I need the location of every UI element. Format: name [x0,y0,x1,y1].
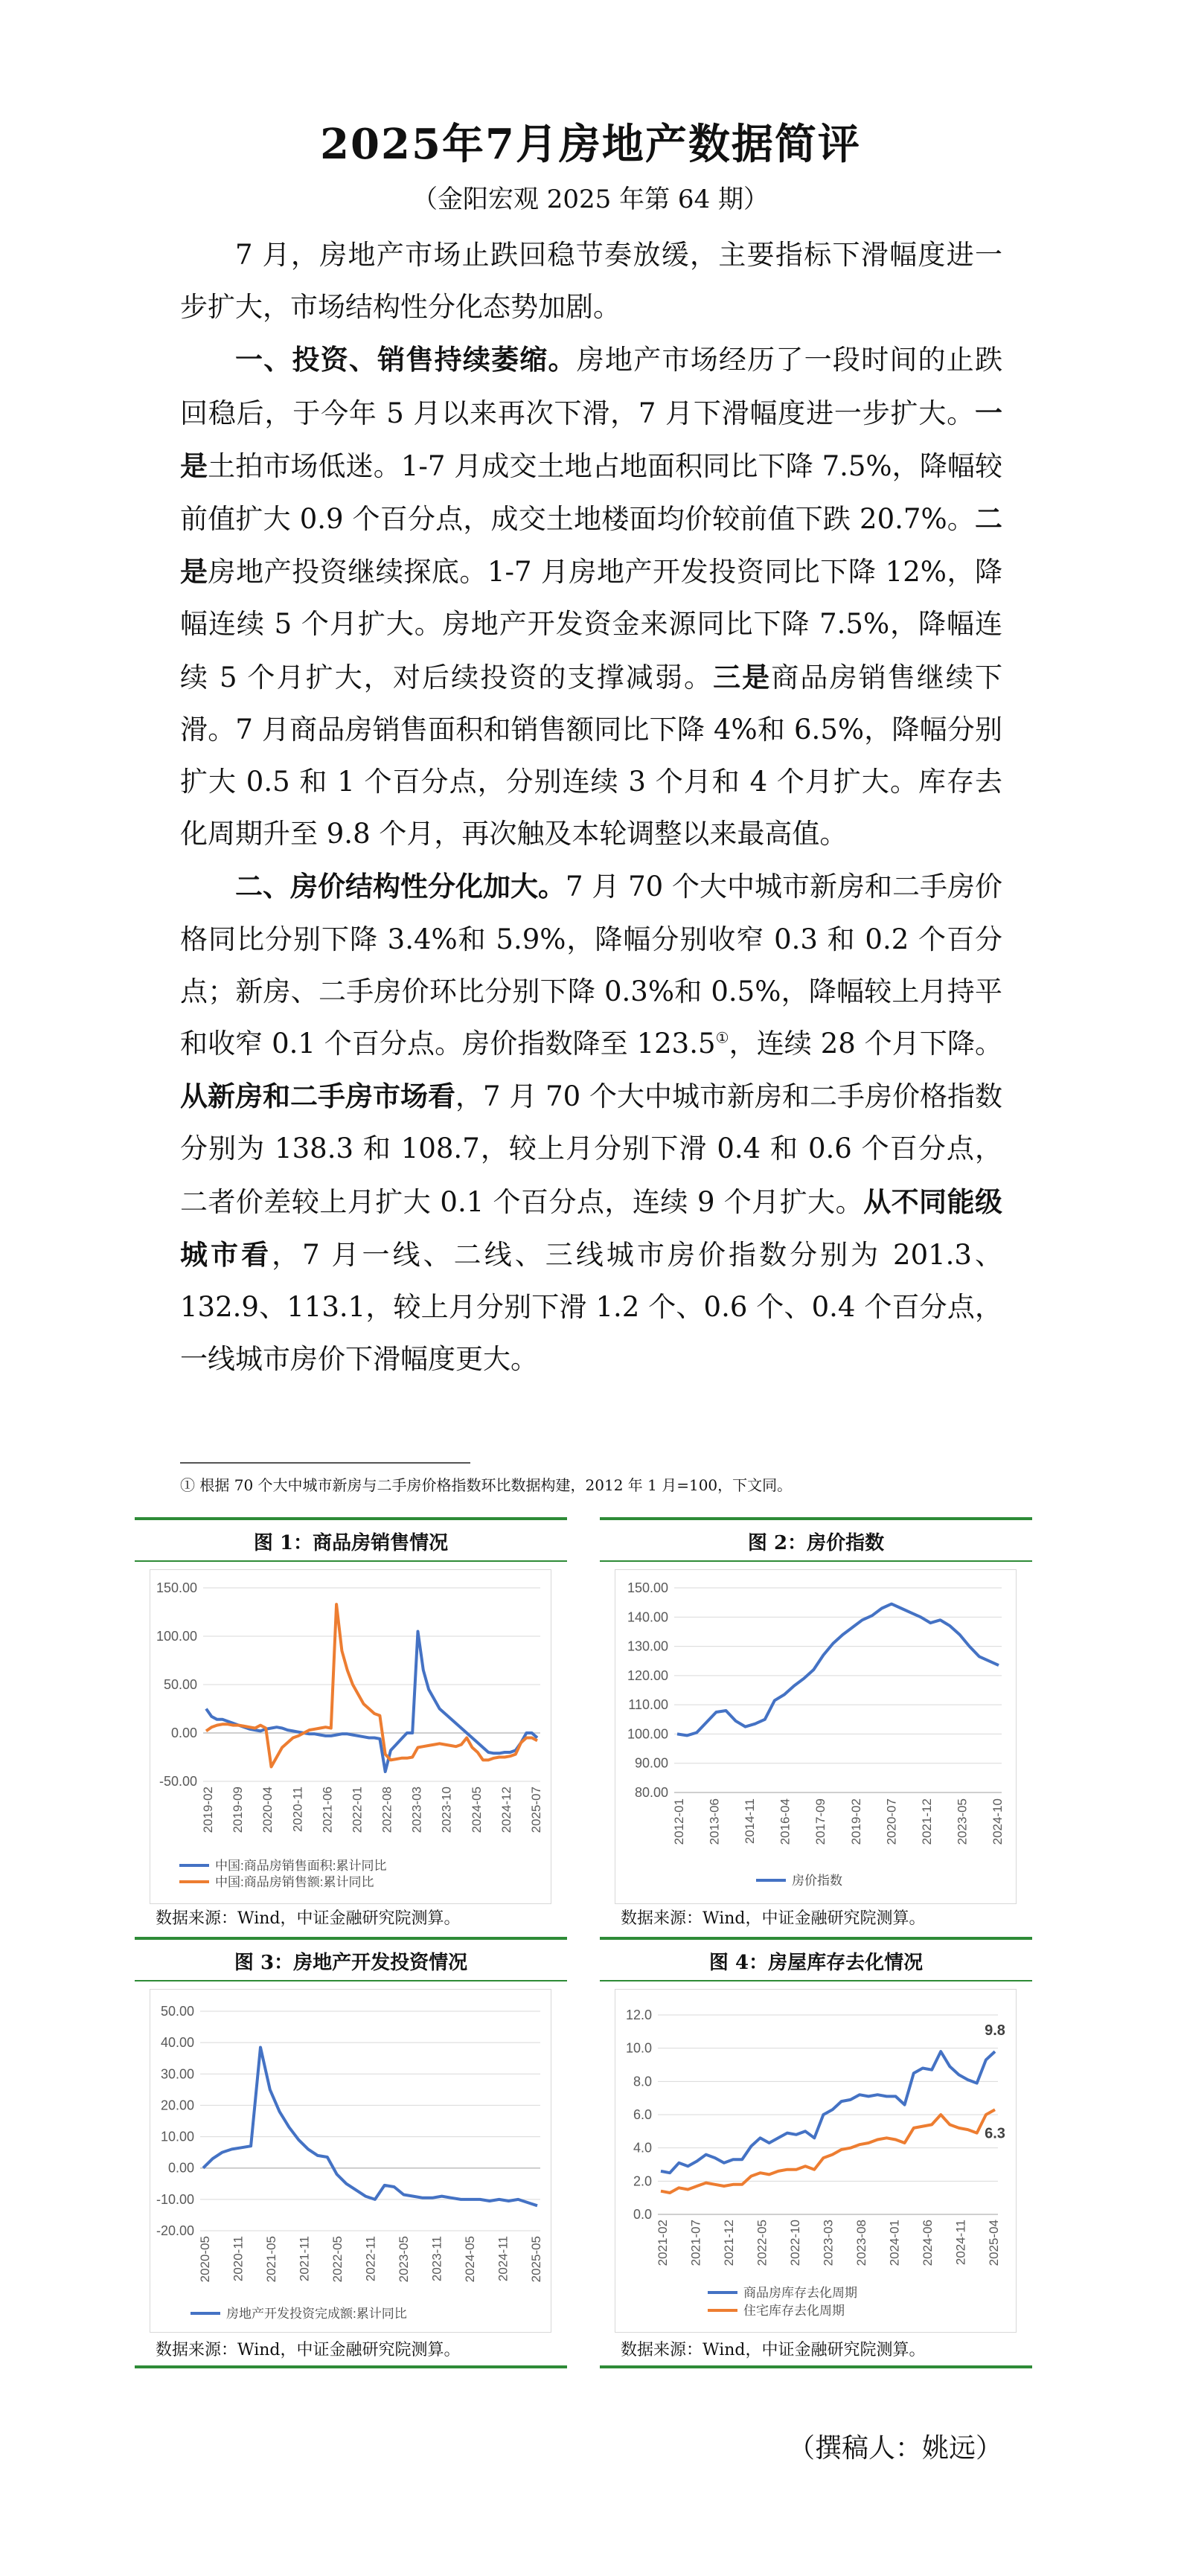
y-tick-label: 6.0 [633,2107,652,2122]
data-label-2: 6.3 [985,2125,1005,2142]
paragraph-2-run: 一是 [180,396,1002,482]
paragraph-1 [180,229,1002,333]
x-tick-label: 2021-11 [297,2236,312,2282]
report-subtitle: （金阳宏观 2025 年第 64 期） [412,185,769,214]
figure-2-chart [600,1517,1032,1904]
y-tick-label: 0.00 [170,1726,197,1740]
x-tick-label: 2021-12 [722,2220,736,2266]
legend-label-1: 商品房库存去化周期 [743,2286,857,2300]
x-tick-label: 2020-04 [260,1787,275,1833]
y-tick-label: 120.00 [627,1667,668,1683]
x-tick-label: 2013-06 [707,1798,722,1845]
x-tick-label: 2024-11 [496,2236,511,2282]
x-tick-label: 2019-02 [201,1787,215,1833]
x-tick-label: 2022-10 [788,2220,802,2266]
y-tick-label: 12.0 [625,2008,652,2022]
x-tick-label: 2025-07 [529,1787,543,1833]
paragraph-3 [180,860,1002,1385]
footnote: ① 根据 70 个大中城市新房与二手房价格指数环比数据构建，2012 年 1 月=100，下文同。 [180,1476,793,1494]
x-tick-label: 2024-01 [887,2220,902,2266]
x-tick-label: 2019-02 [848,1798,863,1845]
y-tick-label: 140.00 [627,1609,668,1625]
data-label-1: 9.8 [985,2022,1005,2040]
x-tick-label: 2024-05 [469,1787,484,1833]
x-tick-label: 2024-05 [463,2236,477,2283]
x-tick-label: 2024-12 [499,1787,513,1833]
y-tick-label: 110.00 [628,1697,668,1713]
figure-4-source: 数据来源：Wind，中证金融研究院测算。 [621,2341,926,2359]
figure-4-panel [600,1937,1032,2368]
figure-4-bottom-rule [600,2365,1032,2368]
paragraph-2-run: 一、投资、销售持续萎缩。 [235,343,577,377]
x-tick-label: 2023-11 [429,2236,444,2282]
figure-2-source: 数据来源：Wind，中证金融研究院测算。 [621,1909,926,1928]
x-tick-label: 2023-05 [397,2236,411,2283]
paragraph-3-run: ，7 月 70 个大中城市新房和二手房价格指数分别为 138.3 和 108.7，较上月分别下滑 0.4 和 0.6 个百分点，二者价差较上月扩大 0.1 个百分点，连续 9 个月扩大。 [180,1080,1003,1218]
figure-3-panel [135,1937,567,2368]
y-tick-label: 30.00 [160,2066,194,2082]
y-tick-label: -20.00 [156,2223,194,2238]
legend-label-2: 住宅库存去化周期 [743,2304,845,2318]
paragraph-3-run: ，连续 28 个月下降。 [729,1028,1002,1060]
y-tick-label: 8.0 [633,2074,652,2089]
x-tick-label: 2024-11 [953,2220,968,2266]
series-line-2 [661,2109,995,2193]
y-tick-label: 150.00 [627,1580,668,1595]
x-tick-label: 2025-04 [987,2220,1001,2266]
x-tick-label: 2022-05 [330,2236,345,2283]
y-tick-label: 10.00 [160,2129,194,2144]
y-tick-label: 50.00 [160,2004,194,2019]
y-tick-label: 80.00 [634,1785,668,1800]
paragraph-1-run: 7 月，房地产市场止跌回稳节奏放缓，主要指标下滑幅度进一步扩大，市场结构性分化态势加剧。 [180,239,1002,324]
paragraph-3-run: 二、房价结构性分化加大。 [235,870,566,903]
x-tick-label: 2014-11 [743,1798,758,1845]
x-tick-label: 2020-11 [231,2236,246,2282]
x-tick-label: 2025-05 [529,2236,543,2283]
figure-3-source: 数据来源：Wind，中证金融研究院测算。 [156,2341,461,2359]
y-tick-label: 100.00 [627,1726,668,1742]
x-tick-label: 2022-11 [363,2236,378,2282]
y-tick-label: 20.00 [160,2098,194,2113]
figure-1-chart [135,1517,567,1904]
figure-3-bottom-rule [135,2365,567,2368]
x-tick-label: 2021-02 [656,2220,670,2266]
x-tick-label: 2023-08 [854,2220,868,2266]
paragraph-2-run: 商品房销售继续下滑。7 月商品房销售面积和销售额同比下降 4%和 6.5%，降幅分别扩大 0.5 和 1 个百分点，分别连续 3 个月和 4 个月扩大。库存去化周期升至 9.8 个月，再次触及本轮调整以来最高值。 [180,661,1003,850]
y-tick-label: 0.00 [167,2160,194,2176]
y-tick-label: 0.0 [633,2207,652,2222]
x-tick-label: 2021-07 [688,2220,703,2266]
figure-1-panel [135,1517,567,1934]
x-tick-label: 2024-06 [921,2220,935,2266]
y-tick-label: 150.00 [156,1580,197,1595]
paragraph-2-run: 房地产市场经历了一段时间的止跌回稳后，于今年 5 月以来再次下滑，7 月下滑幅度进一步扩大。 [180,344,1003,429]
figure-2-title: 图 2：房价指数 [747,1532,885,1554]
x-tick-label: 2017-09 [813,1798,828,1845]
figure-1-title: 图 1：商品房销售情况 [253,1532,449,1554]
legend-label-1: 房价指数 [792,1874,842,1888]
x-tick-label: 2012-01 [672,1798,686,1845]
x-tick-label: 2020-11 [290,1787,305,1833]
paragraph-2-run: 二是 [180,502,1002,589]
y-tick-label: -50.00 [159,1774,197,1789]
paragraph-3-run: ，7 月一线、二线、三线城市房价指数分别为 201.3、132.9、113.1，较上月分别下滑 1.2 个、0.6 个、0.4 个百分点，一线城市房价下滑幅度更大。 [180,1238,1002,1376]
y-tick-label: 40.00 [160,2035,194,2051]
x-tick-label: 2022-05 [755,2220,769,2266]
figure-4-chart [600,1937,1032,2335]
legend-label-1: 中国:商品房销售面积:累计同比 [215,1859,387,1873]
footnote-rule [180,1462,470,1464]
paragraph-2-run: 土拍市场低迷。1-7 月成交土地占地面积同比下降 7.5%，降幅较前值扩大 0.9 个百分点，成交土地楼面均价较前值下跌 20.7%。 [180,449,1002,536]
figure-1-source: 数据来源：Wind，中证金融研究院测算。 [156,1909,461,1928]
x-tick-label: 2020-07 [884,1798,899,1845]
y-tick-label: 2.0 [633,2173,652,2189]
series-line-1 [206,1632,537,1772]
y-tick-label: -10.00 [156,2191,194,2207]
figure-2-panel [600,1517,1032,1934]
x-tick-label: 2022-08 [380,1787,394,1833]
paragraph-3-run: 7 月 70 个大中城市新房和二手房价格同比分别下降 3.4%和 5.9%，降幅分别收窄 0.3 和 0.2 个百分点；新房、二手房价环比分别下降 0.3%和 0.5%，降幅较上月持平和收窄 0.1 个百分点。房价指数降至 123.5 [180,871,1003,1060]
report-title: 2025年7月房地产数据简评 [320,120,861,169]
series-line-2 [206,1604,537,1766]
paragraph-2 [180,333,1002,860]
y-tick-label: 50.00 [163,1677,197,1692]
series-line-1 [203,2048,537,2206]
x-tick-label: 2023-03 [409,1787,424,1833]
paragraph-2-run: 三是 [713,660,772,693]
x-tick-label: 2023-05 [955,1798,970,1845]
figure-3-chart [135,1937,567,2335]
body-text [180,229,1002,1385]
paragraph-2-run: 房地产投资继续探底。1-7 月房地产开发投资同比下降 12%，降幅连续 5 个月扩大。房地产开发资金来源同比下降 7.5%，降幅连续 5 个月扩大，对后续投资的支撑减弱。 [180,556,1003,693]
paragraph-3-run: 从新房和二手房市场看 [180,1080,456,1113]
x-tick-label: 2021-06 [320,1787,335,1833]
x-tick-label: 2016-04 [778,1798,793,1845]
x-tick-label: 2021-12 [919,1798,934,1845]
x-tick-label: 2020-05 [198,2236,212,2283]
y-tick-label: 4.0 [633,2140,652,2156]
series-line-1 [677,1604,999,1736]
x-tick-label: 2023-10 [439,1787,454,1833]
legend-label-2: 中国:商品房销售额:累计同比 [215,1875,374,1889]
x-tick-label: 2019-09 [231,1787,246,1833]
y-tick-label: 90.00 [634,1755,668,1771]
x-tick-label: 2023-03 [821,2220,836,2266]
paragraph-3-run: 从不同能级城市看 [180,1185,1002,1271]
y-tick-label: 10.0 [625,2040,652,2056]
legend-label-1: 房地产开发投资完成额:累计同比 [226,2307,407,2321]
x-tick-label: 2024-10 [990,1798,1005,1845]
author-credit: （撰稿人：姚远） [787,2433,1002,2464]
x-tick-label: 2021-05 [264,2236,278,2283]
figure-3-title: 图 3：房地产开发投资情况 [234,1952,468,1974]
paragraph-3-run: ① [715,1028,729,1047]
figure-4-title: 图 4：房屋库存去化情况 [708,1952,924,1974]
y-tick-label: 130.00 [627,1638,668,1654]
x-tick-label: 2022-01 [350,1787,365,1833]
y-tick-label: 100.00 [156,1629,197,1644]
